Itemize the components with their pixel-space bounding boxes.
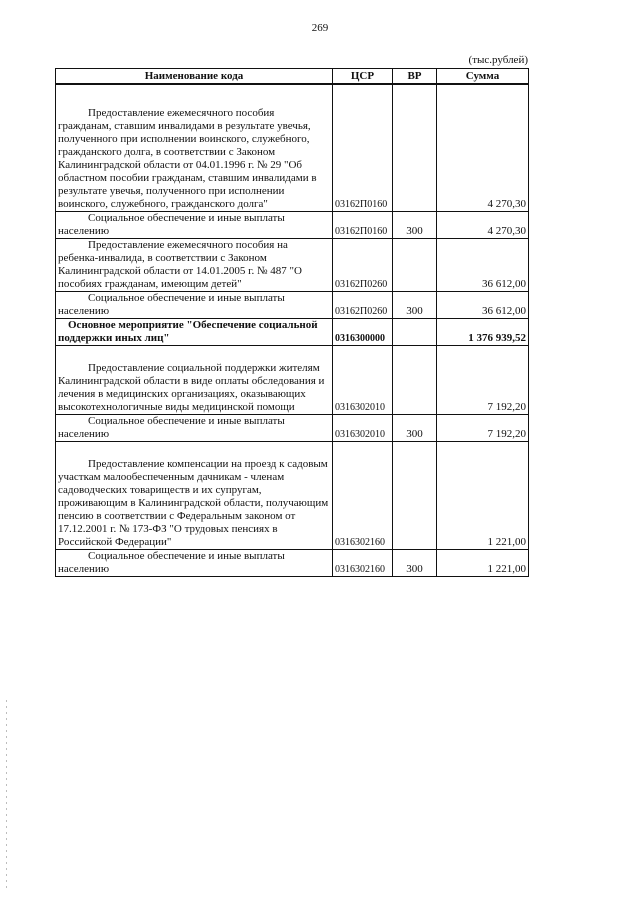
row-sum: 1 376 939,52 [437, 319, 529, 346]
page-number: 269 [311, 22, 329, 34]
table-row [56, 415, 529, 442]
row-name: Предоставление компенсации на проезд к садовым участкам малообеспеченным дачникам - членам садоводческих товариществ и их супругам, проживающим в Калининградской области, получающим пенсию в соответствии с Федеральным законом от 17.12.2001 г. № 173-ФЗ "О трудовых пенсиях в Российской Федерации" [56, 442, 333, 550]
row-sum: 7 192,20 [437, 415, 529, 442]
row-vr [393, 442, 437, 550]
header-vr: ВР [393, 69, 437, 85]
table-row [56, 239, 529, 292]
table-row [56, 442, 529, 550]
scan-edge-mark [6, 700, 7, 890]
table-row [56, 550, 529, 577]
row-sum: 1 221,00 [437, 442, 529, 550]
row-csr: 0316302010 [333, 415, 393, 442]
header-csr: ЦСР [333, 69, 393, 85]
row-name: Предоставление ежемесячного пособия на ребенка-инвалида, в соответствии с Законом Калининградской области от 14.01.2005 г. № 487 "О пособиях гражданам, имеющим детей" [56, 239, 333, 292]
row-sum: 7 192,20 [437, 346, 529, 415]
row-name: Предоставление ежемесячного пособия гражданам, ставшим инвалидами в результате увечья, полученного при исполнении воинского, служебного, гражданского долга, в соответствии с Законом Калининградской области от 04.01.1996 г. № 29 "Об областном пособии гражданам, ставшим инвалидами в результате увечья, полученного при исполнении воинского, служебного, гражданского долга" [56, 84, 333, 212]
table-row [56, 84, 529, 212]
header-name: Наименование кода [56, 69, 333, 85]
row-vr: 300 [393, 212, 437, 239]
row-vr: 300 [393, 292, 437, 319]
budget-table [55, 68, 529, 577]
row-vr [393, 319, 437, 346]
row-sum: 1 221,00 [437, 550, 529, 577]
row-csr: 0316302160 [333, 550, 393, 577]
row-sum: 36 612,00 [437, 239, 529, 292]
row-vr [393, 84, 437, 212]
row-csr: 03162П0160 [333, 84, 393, 212]
table-row [56, 212, 529, 239]
table-row [56, 319, 529, 346]
row-csr: 0316302160 [333, 442, 393, 550]
row-csr: 0316300000 [333, 319, 393, 346]
row-name: Предоставление социальной поддержки жителям Калининградской области в виде оплаты обследования и лечения в медицинских организациях, оказывающих высокотехнологичные виды медицинской помощи [56, 346, 333, 415]
row-csr: 03162П0260 [333, 239, 393, 292]
row-name: Социальное обеспечение и иные выплаты населению [56, 292, 333, 319]
units-label: (тыс.рублей) [468, 54, 528, 66]
row-sum: 4 270,30 [437, 212, 529, 239]
row-name: Социальное обеспечение и иные выплаты населению [56, 550, 333, 577]
table-header-row [56, 69, 529, 85]
row-name: Социальное обеспечение и иные выплаты населению [56, 212, 333, 239]
row-vr [393, 346, 437, 415]
row-vr: 300 [393, 550, 437, 577]
row-sum: 4 270,30 [437, 84, 529, 212]
row-csr: 03162П0260 [333, 292, 393, 319]
row-csr: 0316302010 [333, 346, 393, 415]
table-row [56, 346, 529, 415]
row-name: Основное мероприятие "Обеспечение социальной поддержки иных лиц" [56, 319, 333, 346]
row-sum: 36 612,00 [437, 292, 529, 319]
row-vr: 300 [393, 415, 437, 442]
header-sum: Сумма [437, 69, 529, 85]
row-csr: 03162П0160 [333, 212, 393, 239]
row-vr [393, 239, 437, 292]
row-name: Социальное обеспечение и иные выплаты населению [56, 415, 333, 442]
table-row [56, 292, 529, 319]
